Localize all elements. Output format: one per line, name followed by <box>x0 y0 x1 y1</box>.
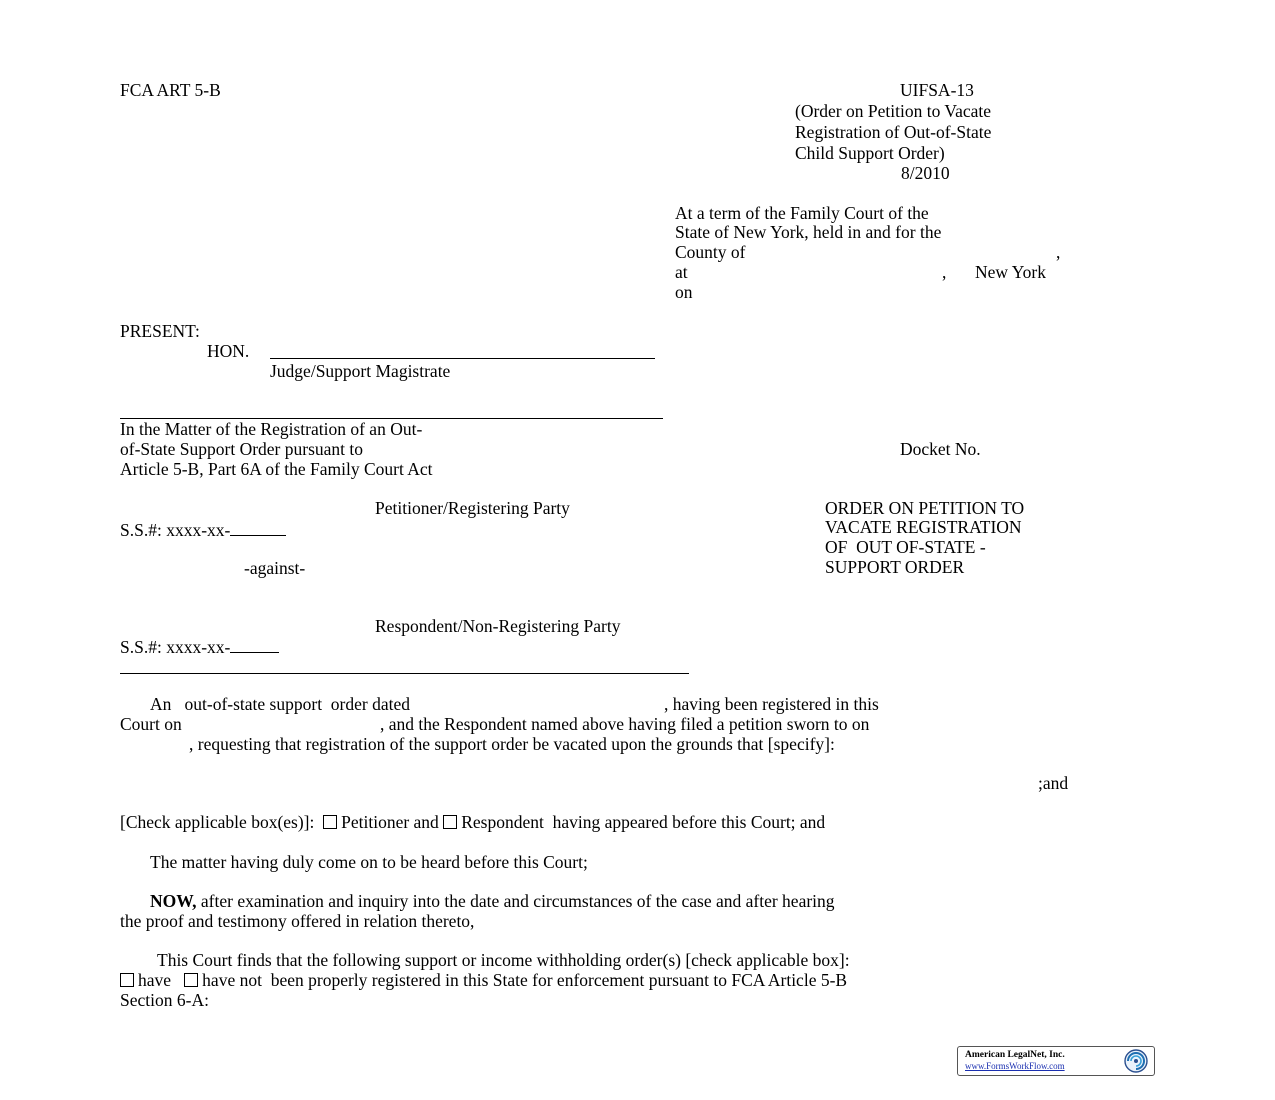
judge-title: Judge/Support Magistrate <box>270 361 451 381</box>
have-not-label: have not <box>202 970 262 990</box>
petitioner-ss-blank <box>230 520 286 536</box>
globe-swirl-icon <box>1118 1048 1150 1074</box>
respondent-check-label: Respondent having appeared before this Court; and <box>461 812 826 832</box>
county-label: County of <box>675 242 746 262</box>
order-title-line-2: VACATE REGISTRATION <box>825 517 1022 537</box>
petitioner-role: Petitioner/Registering Party <box>375 498 570 518</box>
petitioner-ss <box>120 520 286 540</box>
paragraph-1-e: , requesting that registration of the support order be vacated upon the grounds that [specify]: <box>189 734 835 754</box>
at-comma: , <box>942 262 947 282</box>
paragraph-3-a-text: after examination and inquiry into the date and circumstances of the case and after hearing <box>196 891 835 911</box>
paragraph-3-a <box>150 893 835 911</box>
form-title-line-3: Child Support Order) <box>795 143 945 163</box>
form-title-line-1: (Order on Petition to Vacate <box>795 101 992 121</box>
petitioner-ss-label: S.S.#: xxxx-xx- <box>120 520 231 540</box>
petitioner-checkbox[interactable] <box>323 815 337 829</box>
check-intro: [Check applicable box(es)]: <box>120 812 315 832</box>
paragraph-4-c: Section 6-A: <box>120 990 209 1010</box>
order-title-line-4: SUPPORT ORDER <box>825 557 965 577</box>
county-comma: , <box>1056 242 1061 262</box>
have-checkbox[interactable] <box>120 973 134 987</box>
matter-line-1: In the Matter of the Registration of an Out- <box>120 419 423 439</box>
respondent-checkbox[interactable] <box>443 815 457 829</box>
caption-bottom-rule <box>120 673 689 674</box>
paragraph-1-end: ;and <box>1038 773 1069 793</box>
paragraph-1-b: , having been registered in this <box>664 694 879 714</box>
respondent-ss-label: S.S.#: xxxx-xx- <box>120 637 231 657</box>
respondent-ss <box>120 637 279 657</box>
at-label: at <box>675 262 688 282</box>
present-label: PRESENT: <box>120 321 200 341</box>
court-term-line-2: State of New York, held in and for the <box>675 222 942 242</box>
against-label: -against- <box>244 558 306 578</box>
on-label: on <box>675 282 693 302</box>
footer-logo-badge[interactable] <box>957 1046 1155 1076</box>
paragraph-1-d: , and the Respondent named above having filed a petition sworn to on <box>380 714 870 734</box>
form-title-line-2: Registration of Out-of-State <box>795 122 992 142</box>
paragraph-4-b-text: been properly registered in this State for enforcement pursuant to FCA Article 5-B <box>270 970 848 990</box>
paragraph-1-c: Court on <box>120 714 182 734</box>
have-label: have <box>138 970 172 990</box>
have-not-checkbox[interactable] <box>184 973 198 987</box>
order-title-line-3: OF OUT OF-STATE - <box>825 537 986 557</box>
respondent-role: Respondent/Non-Registering Party <box>375 616 621 636</box>
petitioner-check-label: Petitioner and <box>341 812 439 832</box>
paragraph-2: The matter having duly come on to be heard before this Court; <box>150 852 588 872</box>
paragraph-3-b: the proof and testimony offered in relation thereto, <box>120 911 475 931</box>
state-name: New York <box>975 262 1046 282</box>
footer-company: American LegalNet, Inc. <box>965 1050 1065 1060</box>
order-title-line-1: ORDER ON PETITION TO <box>825 498 1025 518</box>
matter-line-3: Article 5-B, Part 6A of the Family Court Act <box>120 459 433 479</box>
footer-url-link[interactable]: www.FormsWorkFlow.com <box>965 1061 1065 1071</box>
judge-name-line <box>270 358 655 359</box>
form-code: FCA ART 5-B <box>120 80 221 100</box>
appearance-checkline <box>120 814 825 832</box>
paragraph-4-b <box>120 972 847 990</box>
docket-label: Docket No. <box>900 439 981 459</box>
now-label: NOW, <box>150 891 197 911</box>
form-number: UIFSA-13 <box>900 80 974 100</box>
court-term-line-1: At a term of the Family Court of the <box>675 203 929 223</box>
matter-line-2: of-State Support Order pursuant to <box>120 439 364 459</box>
respondent-ss-blank <box>230 637 279 653</box>
revision-date: 8/2010 <box>901 163 950 183</box>
paragraph-4-a: This Court finds that the following support or income withholding order(s) [check applicable box]: <box>157 950 850 970</box>
hon-label: HON. <box>207 341 250 361</box>
paragraph-1-a: An out-of-state support order dated <box>150 694 410 714</box>
